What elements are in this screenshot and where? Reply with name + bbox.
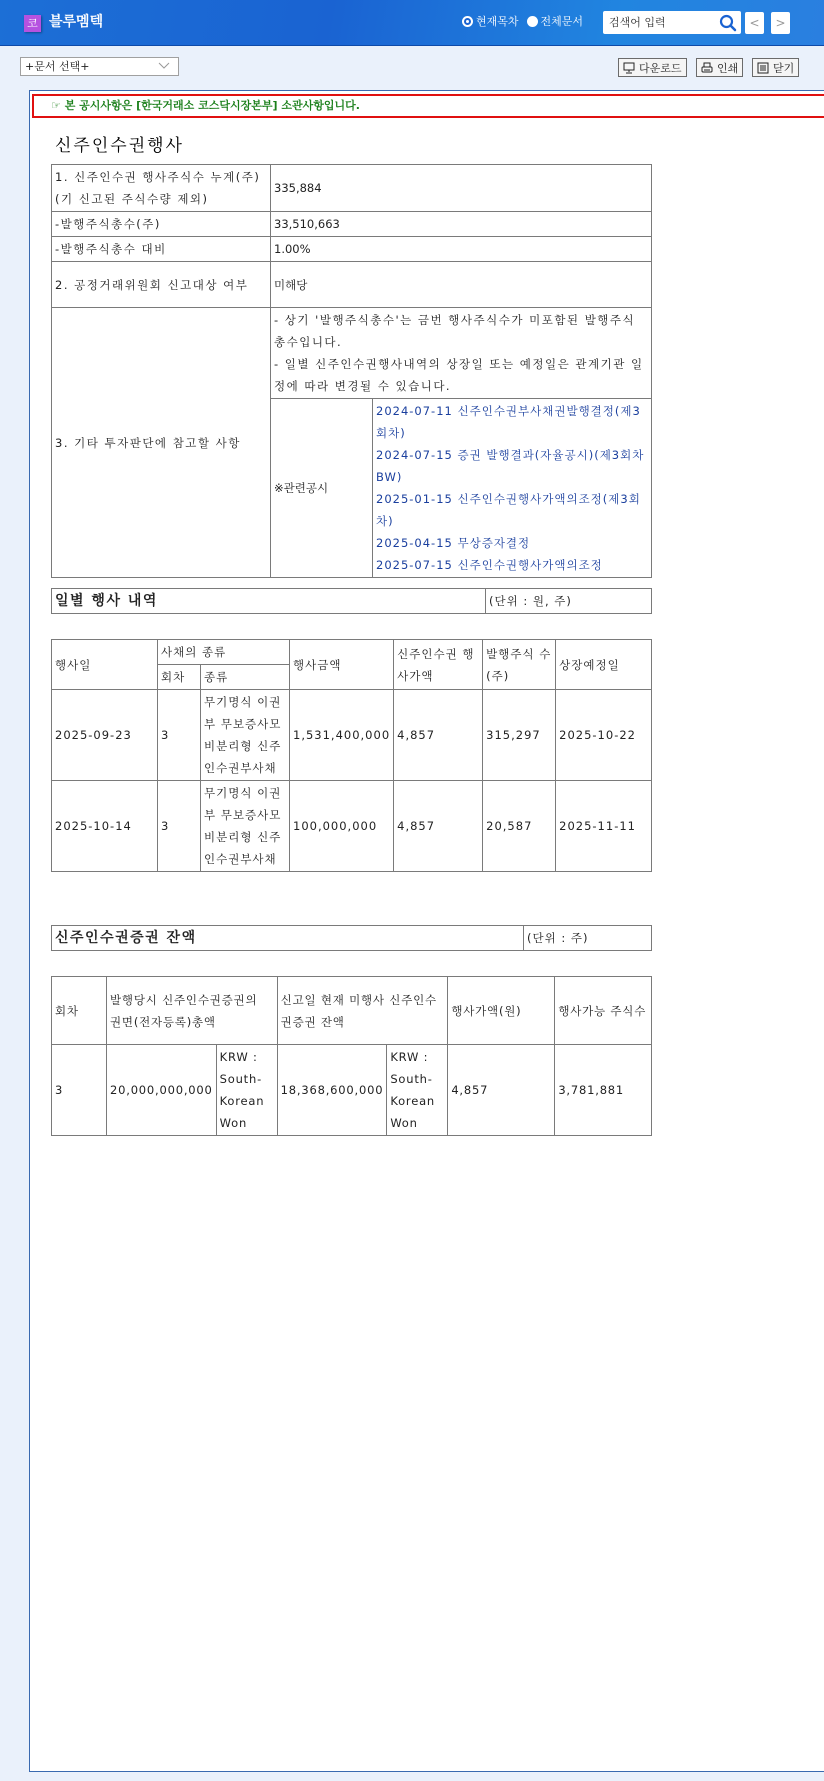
cell-date: 2025-09-23 — [52, 690, 158, 781]
col-header-series: 회차 — [52, 977, 107, 1045]
related-disclosure-link[interactable]: 2025-04-15 무상증자결정 — [376, 536, 531, 550]
monitor-icon — [623, 62, 635, 74]
summary-table — [51, 164, 652, 578]
related-disclosures-list — [373, 399, 652, 578]
unit-label: (단위 : 주) — [524, 926, 652, 951]
search-icon[interactable] — [719, 14, 737, 32]
radio-all-docs-label[interactable]: 전체문서 — [540, 15, 584, 28]
printer-icon — [701, 62, 713, 74]
table-row — [52, 237, 652, 262]
close-button[interactable] — [752, 58, 799, 77]
close-label: 닫기 — [773, 61, 795, 75]
cell-date: 2025-10-14 — [52, 781, 158, 872]
cell-price: 4,857 — [394, 690, 483, 781]
row-value: 1.00% — [271, 237, 652, 262]
table-row — [52, 262, 652, 308]
daily-exercise-table — [51, 639, 652, 872]
related-disclosure-link[interactable]: 2024-07-11 신주인수권부사채권발행결정(제3회차) — [376, 404, 641, 440]
document-select-value: +문서 선택+ — [25, 60, 90, 73]
download-button[interactable] — [618, 58, 687, 77]
prev-result-button[interactable]: < — [745, 12, 764, 34]
cell-remaining: 18,368,600,000 — [277, 1045, 387, 1136]
cell-series: 3 — [158, 690, 201, 781]
table-row — [52, 690, 652, 781]
page-title: 신주인수권행사 — [55, 136, 184, 156]
cell-exercisable: 3,781,881 — [555, 1045, 652, 1136]
row-value: 33,510,663 — [271, 212, 652, 237]
download-label: 다운로드 — [639, 61, 682, 75]
unit-label: (단위 : 원, 주) — [486, 589, 652, 614]
col-header-kind: 종류 — [201, 665, 290, 690]
row-value: 미해당 — [271, 262, 652, 308]
cell-shares: 20,587 — [483, 781, 556, 872]
cell-kind: 무기명식 이권부 무보증사모 비분리형 신주인수권부사채 — [201, 690, 290, 781]
note-line: - 상기 '발행주식총수'는 금번 행사주식수가 미포함된 발행주식 총수입니다. — [274, 313, 636, 349]
col-header-listing: 상장예정일 — [556, 640, 652, 690]
radio-all-docs[interactable] — [527, 16, 538, 27]
table-row — [52, 781, 652, 872]
row-label: -발행주식총수(주) — [52, 212, 271, 237]
table-row — [52, 1045, 652, 1136]
cell-remaining-currency: KRW : South-Korean Won — [387, 1045, 448, 1136]
radio-current-toc[interactable] — [462, 16, 473, 27]
table-header-row — [52, 977, 652, 1045]
cell-face-total: 20,000,000,000 — [107, 1045, 217, 1136]
app-header — [0, 0, 824, 46]
jurisdiction-notice: ☞ 본 공시사항은 [한국거래소 코스닥시장본부] 소관사항입니다. — [32, 94, 824, 118]
col-header-face-total: 발행당시 신주인수권증권의 권면(전자등록)총액 — [107, 977, 278, 1045]
related-disclosure-link[interactable]: 2024-07-15 증권 발행결과(자율공시)(제3회차 BW) — [376, 448, 645, 484]
row-label: 1. 신주인수권 행사주식수 누계(주)(기 신고된 주식수량 제외) — [52, 165, 271, 212]
table-row — [52, 212, 652, 237]
table-row — [52, 308, 652, 399]
cell-series: 3 — [52, 1045, 107, 1136]
section-title: 신주인수권증권 잔액 — [52, 926, 524, 951]
cell-listing: 2025-10-22 — [556, 690, 652, 781]
company-logo-icon: 코 — [24, 15, 41, 32]
company-name: 블루멤텍 — [49, 14, 104, 30]
document-list-icon — [757, 62, 769, 74]
table-header-row — [52, 640, 652, 665]
other-notes — [271, 308, 652, 399]
cell-kind: 무기명식 이권부 무보증사모 비분리형 신주인수권부사채 — [201, 781, 290, 872]
print-label: 인쇄 — [717, 61, 739, 75]
cell-listing: 2025-11-11 — [556, 781, 652, 872]
next-result-button[interactable]: > — [771, 12, 790, 34]
related-disclosure-link[interactable]: 2025-01-15 신주인수권행사가액의조정(제3회차) — [376, 492, 641, 528]
col-header-exercisable: 행사가능 주식수 — [555, 977, 652, 1045]
table-row — [52, 165, 652, 212]
cell-face-currency: KRW : South-Korean Won — [216, 1045, 277, 1136]
document-viewer — [29, 90, 824, 1772]
row-value: 335,884 — [271, 165, 652, 212]
print-button[interactable] — [696, 58, 743, 77]
daily-section-header — [51, 588, 652, 614]
document-select[interactable] — [20, 57, 179, 76]
related-disclosure-link[interactable]: 2025-07-15 신주인수권행사가액의조정 — [376, 558, 603, 572]
cell-shares: 315,297 — [483, 690, 556, 781]
cell-price: 4,857 — [394, 781, 483, 872]
col-header-bond-type: 사채의 종류 — [158, 640, 290, 665]
col-header-remaining: 신고일 현재 미행사 신주인수권증권 잔액 — [277, 977, 448, 1045]
radio-current-toc-label[interactable]: 현재목차 — [476, 15, 519, 28]
other-matters-label: 3. 기타 투자판단에 참고할 사항 — [52, 308, 271, 578]
search-box — [603, 11, 741, 34]
col-header-amount: 행사금액 — [290, 640, 394, 690]
col-header-date: 행사일 — [52, 640, 158, 690]
col-header-shares: 발행주식 수(주) — [483, 640, 556, 690]
cell-price: 4,857 — [448, 1045, 555, 1136]
row-label: 2. 공정거래위원회 신고대상 여부 — [52, 262, 271, 308]
cell-series: 3 — [158, 781, 201, 872]
warrant-balance-table — [51, 976, 652, 1136]
related-disclosures-label: ※관련공시 — [271, 399, 373, 578]
search-scope-group — [462, 13, 591, 29]
col-header-price: 신주인수권 행사가액 — [394, 640, 483, 690]
col-header-price: 행사가액(원) — [448, 977, 555, 1045]
section-title: 일별 행사 내역 — [52, 589, 486, 614]
col-header-series: 회차 — [158, 665, 201, 690]
search-input[interactable] — [609, 14, 713, 31]
cell-amount: 100,000,000 — [290, 781, 394, 872]
row-label: -발행주식총수 대비 — [52, 237, 271, 262]
cell-amount: 1,531,400,000 — [290, 690, 394, 781]
chevron-down-icon — [158, 61, 170, 71]
balance-section-header — [51, 925, 652, 951]
note-line: - 일별 신주인수권행사내역의 상장일 또는 예정일은 관계기관 일정에 따라 변경될 수 있습니다. — [274, 357, 644, 393]
